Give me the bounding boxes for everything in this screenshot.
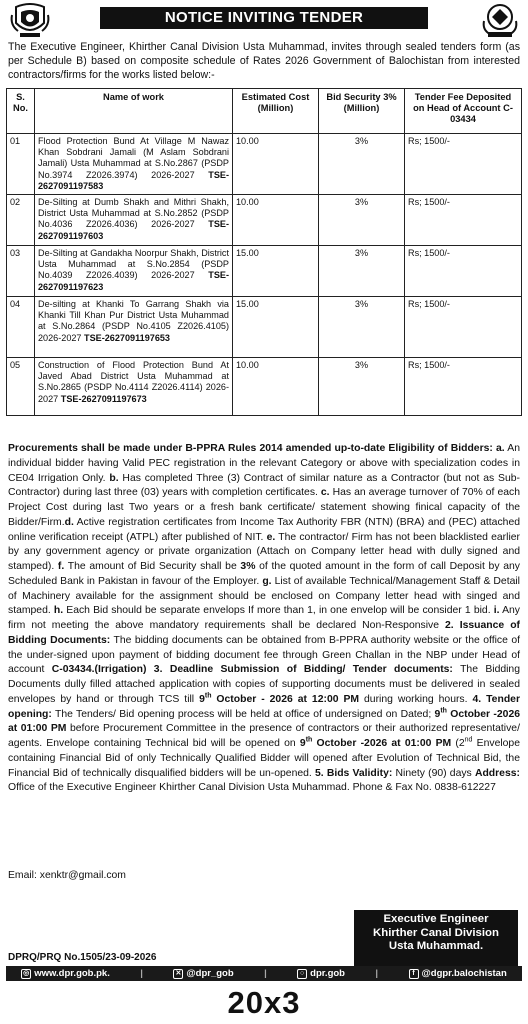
deadline-date: October - 2026 at 12:00 PM	[211, 693, 360, 705]
cell-cost: 10.00	[233, 195, 319, 246]
cell-sno: 01	[7, 134, 35, 195]
table-row	[7, 297, 522, 358]
cell-tender-fee: Rs; 1500/-	[405, 297, 522, 358]
cell-sno: 04	[7, 297, 35, 358]
cell-name	[35, 195, 233, 246]
email-line	[8, 870, 126, 881]
cell-bid-security: 3%	[319, 297, 405, 358]
balochistan-emblem-icon	[8, 3, 52, 39]
tse-number: TSE-2627091197673	[60, 393, 147, 404]
opening-date: October -2026 at 01:00 PM	[8, 708, 521, 735]
works-table	[6, 88, 522, 416]
footer-twitter[interactable]	[173, 966, 233, 981]
terms-and-conditions	[8, 442, 520, 796]
bid-validity-heading: 5. Bids Validity:	[314, 767, 393, 779]
clause-f-part1: The amount of Bid Security shall be	[64, 561, 241, 572]
opening-day: 9	[434, 708, 441, 720]
facebook-icon: f	[409, 969, 419, 979]
clause-b-label: b.	[109, 472, 119, 484]
clause-g-label: g.	[262, 575, 272, 587]
cell-bid-security: 3%	[319, 246, 405, 297]
twitter-text: @dpr_gob	[186, 968, 234, 979]
clause-e: The contractor/ Firm has not been blacklisted earlier by any government agency or private organization (Attach on Company letter head with dully signed and stamped).	[8, 531, 520, 572]
cell-tender-fee: Rs; 1500/-	[405, 246, 522, 297]
clause-i-label: i.	[493, 605, 500, 617]
clause-i: Any firm not meeting the above mandatory requirements shall be declared Non-Responsive	[8, 605, 520, 631]
tse-number: TSE-2627091197603	[38, 219, 230, 241]
footer-facebook[interactable]	[409, 966, 507, 981]
table-row	[7, 195, 522, 246]
intro-paragraph: The Executive Engineer, Khirther Canal Division Usta Muhammad, invites through sealed tenders form (as per Schedule B) based on composite schedule of Rates 2026 Government of Balochistan from interested contractors/firms for the works listed below:-	[8, 41, 520, 81]
footer-divider: |	[264, 968, 267, 979]
facebook-text: @dgpr.balochistan	[421, 968, 507, 979]
cell-tender-fee: Rs; 1500/-	[405, 358, 522, 416]
cell-sno: 03	[7, 246, 35, 297]
notice-title: NOTICE INVITING TENDER	[100, 7, 428, 29]
dgpr-logo-icon	[478, 3, 522, 39]
header-bid-security: Bid Security 3% (Million)	[319, 89, 405, 134]
table-row	[7, 134, 522, 195]
globe-icon: ◎	[23, 969, 30, 977]
instagram-icon: ○	[297, 969, 307, 979]
header-cost: Estimated Cost (Million)	[233, 89, 319, 134]
issuance-text: The bidding documents can be obtained from B-PPRA authority website or the office of the under-signed upon payment of bidding document fee through Green Challan in the NBP under Head of account	[8, 634, 521, 676]
opening-day-suffix: th	[440, 707, 447, 715]
clause-b: Has completed Three (3) Contract of similar nature as a Contractor (but not as Sub- Contractor) during last three (03) years with completion certificates.	[8, 472, 520, 499]
footer-instagram[interactable]	[297, 966, 345, 981]
clause-f-part2: of the quoted amount in the form of call Deposit by any Scheduled Bank in Pakistan in favour of the Employer.	[8, 561, 520, 587]
work-description: De-silting at Khanki To Garrang Shakh via Khanki Till Khan Pur District Usta Muhammad at S.No.2864 (PSDP No.4105 Z2026.4105) 2026-2027	[38, 299, 229, 343]
email-label: Email:	[8, 870, 40, 881]
second-envelope-suffix: nd	[464, 736, 473, 744]
cell-bid-security: 3%	[319, 358, 405, 416]
deadline-day-suffix: th	[204, 692, 212, 700]
clause-a: An individual bidder having Valid PEC registration in the relevant Category or above with specialization codes in CE04 Irrigation Only.	[8, 443, 520, 484]
cell-name	[35, 297, 233, 358]
ad-size-label: 20x3	[227, 985, 301, 1020]
clause-h-label: h.	[53, 605, 64, 617]
signature-block	[354, 910, 518, 968]
technical-bid-day: 9	[299, 738, 306, 749]
bid-validity-text: Ninety (90) days	[392, 767, 475, 779]
clause-e-label: e.	[263, 531, 276, 543]
cell-sno: 02	[7, 195, 35, 246]
clause-f-label: f.	[57, 561, 65, 572]
table-row	[7, 246, 522, 297]
tender-opening-heading: 4. Tender opening:	[8, 693, 520, 720]
signatory-location: Usta Muhammad.	[388, 940, 484, 952]
deadline-day: 9	[199, 693, 205, 705]
cell-cost: 15.00	[233, 297, 319, 358]
issuance-heading: 2. Issuance of Bidding Documents:	[8, 620, 520, 646]
clause-g: List of available Technical/Management Staff & Detail of Machinery available for the assignment should be enclosed on Company letter head with singed and stamped.	[8, 575, 520, 617]
financial-bid-text: Envelope containing Financial Bid of only Technically Qualified Bidder will opened after Evolution of Technical Bid, the Financial Bid of technically disqualified bidders will be un-opened.	[8, 738, 520, 779]
technical-bid-day-suffix: th	[305, 736, 313, 744]
bid-security-percent: 3%	[240, 561, 256, 572]
tse-number: TSE-2627091197623	[38, 270, 230, 292]
footer-social-bar	[6, 966, 522, 981]
clause-h: Each Bid should be separate envelops If more than 1, in one envelop will be consider 1 bid.	[63, 605, 494, 617]
header-sno: S. No.	[7, 89, 35, 134]
instagram-text: dpr.gob	[310, 968, 345, 979]
address-text: Office of the Executive Engineer Khirther Canal Division Usta Muhammad. Phone & Fax No. 0838-612227	[8, 782, 496, 794]
clause-c: Has an average turnover of 70% of each Project Cost during last Two years or a fresh bank certificate/ statement showing finical capacity of the Bidder/Firm.	[8, 487, 520, 528]
header-name: Name of work	[35, 89, 233, 134]
cell-tender-fee: Rs; 1500/-	[405, 134, 522, 195]
tse-number: TSE-2627091197583	[38, 169, 230, 191]
footer-divider: |	[140, 968, 143, 979]
work-description: De-Silting at Dumb Shakh and Mithri Shakh, District Usta Muhammad at S.No.2852 (PSDP No.4036 Z2026.4036) 2026-2027	[38, 197, 229, 230]
second-envelope-prefix: (2	[451, 738, 465, 749]
account-and-deadline-heading: C-03434.(Irrigation) 3. Deadline Submission of Bidding/ Tender documents:	[51, 664, 453, 676]
technical-bid-date: October -2026 at 01:00 PM	[312, 738, 452, 749]
email-address[interactable]: xenktr@gmail.com	[39, 870, 126, 881]
deadline-end: during working hours.	[359, 693, 473, 705]
table-row	[7, 358, 522, 416]
signatory-division: Khirther Canal Division	[373, 926, 499, 939]
cell-bid-security: 3%	[319, 195, 405, 246]
footer-divider: |	[375, 968, 379, 979]
tse-number: TSE-2627091197653	[84, 332, 170, 343]
cell-cost: 10.00	[233, 134, 319, 195]
cell-bid-security: 3%	[319, 134, 405, 195]
signatory-title: Executive Engineer	[383, 913, 489, 925]
cell-name	[35, 134, 233, 195]
header-tender-fee: Tender Fee Deposited on Head of Account C-03434	[405, 89, 522, 134]
tender-opening-text: The Tenders/ Bid opening process will be held at office of undersigned on Dated;	[51, 708, 435, 720]
address-heading: Address:	[474, 767, 520, 779]
cell-name	[35, 358, 233, 416]
procurement-heading: Procurements shall be made under B-PPRA Rules 2014 amended up-to-date Eligibility of Bidders:	[8, 443, 493, 454]
tender-opening-text-2: before Procurement Committee in the presence of contractors or their authorized representative/ agents. Envelope containing Technical bid will be opened on	[8, 723, 520, 749]
dprq-number: DPRQ/PRQ No.1505/23-09-2026	[8, 952, 157, 963]
clause-a-label: a.	[496, 443, 505, 454]
clause-d-label: d.	[64, 516, 74, 528]
deadline-text: The Bidding Documents dully filled attached application with copies of supporting documents must be delivered in sealed envelopes by hand or through TCS till	[8, 664, 520, 705]
cell-name	[35, 246, 233, 297]
cell-tender-fee: Rs; 1500/-	[405, 195, 522, 246]
cell-cost: 15.00	[233, 246, 319, 297]
cell-cost: 10.00	[233, 358, 319, 416]
footer-website[interactable]	[21, 966, 110, 981]
table-header-row	[7, 89, 522, 134]
work-description: Flood Protection Bund At Village M Nawaz Khan Sobdrani Jamali (M Aslam Sobdrani Jamali) Usta Muhammad at S.No.2867 (PSDP No.3974 Z2026.3974) 2026-2027	[38, 136, 229, 180]
website-text: www.dpr.gob.pk.	[34, 968, 110, 979]
work-description: De-Silting at Gandakha Noorpur Shakh, District Usta Muhammad at S.No.2854 (PSDP No.4039 Z2026.4039) 2026-2027	[38, 248, 229, 281]
clause-d: Active registration certificates from Income Tax Authority FBR (NTN) (BRA) and (PEC) attached online verification receipt (ATPL) after published of NIT.	[8, 516, 520, 543]
twitter-icon: ✕	[173, 969, 183, 979]
clause-c-label: c.	[320, 487, 330, 499]
cell-sno: 05	[7, 358, 35, 416]
work-description: Construction of Flood Protection Bund At Javed Abad District Usta Muhammad at S.No.2865 (PSDP No.4114 Z2026.4114) 2026-2027	[38, 360, 229, 404]
